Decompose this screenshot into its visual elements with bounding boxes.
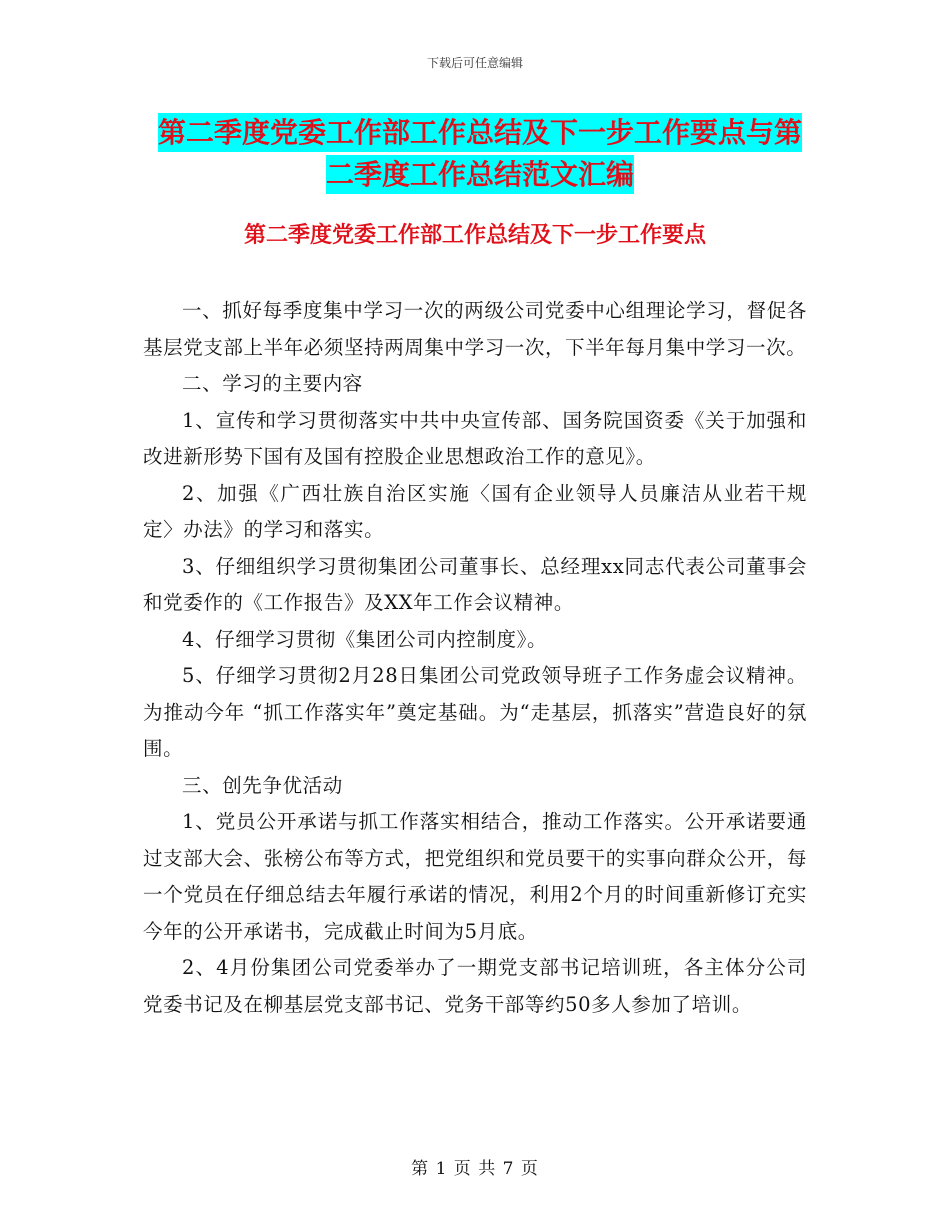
document-title-line-2 bbox=[120, 150, 840, 200]
page-footer-number: 第 1 页 共 7 页 bbox=[411, 1159, 539, 1179]
page-header-note: 下载后可任意编辑 bbox=[426, 56, 523, 70]
title-highlight-2: 二季度工作总结范文汇编 bbox=[326, 155, 634, 194]
paragraph: 4、仔细学习贯彻《集团公司内控制度》。 bbox=[182, 627, 548, 651]
paragraph: 5、仔细学习贯彻2月28日集团公司党政领导班子工作务虚会议精神。为推动今年 “抓工作落实年”奠定基础。为“走基层，抓落实”营造良好的氛围。 bbox=[143, 664, 807, 760]
paragraph: 二、学习的主要内容 bbox=[182, 372, 363, 395]
paragraph: 2、加强《广西壮族自治区实施〈国有企业领导人员廉洁从业若干规定〉办法》的学习和落实。 bbox=[143, 481, 807, 541]
paragraph: 3、仔细组织学习贯彻集团公司董事长、总经理xx同志代表公司董事会和党委作的《工作报告》及XX年工作会议精神。 bbox=[143, 554, 807, 614]
paragraph: 三、创先争优活动 bbox=[182, 773, 343, 797]
document-body bbox=[143, 293, 807, 1023]
paragraph: 2、4月份集团公司党委举办了一期党支部书记培训班，各主体分公司党委书记及在柳基层党支部书记、党务干部等约50多人参加了培训。 bbox=[143, 956, 807, 1016]
paragraph: 1、宣传和学习贯彻落实中共中央宣传部、国务院国资委《关于加强和改进新形势下国有及国有控股企业思想政治工作的意见》。 bbox=[143, 408, 807, 468]
section-title: 第二季度党委工作部工作总结及下一步工作要点 bbox=[243, 223, 706, 248]
title-highlight-1: 第二季度党委工作部工作总结及下一步工作要点与第 bbox=[158, 113, 802, 152]
paragraph: 一、抓好每季度集中学习一次的两级公司党委中心组理论学习，督促各基层党支部上半年必须坚持两周集中学习一次，下半年每月集中学习一次。 bbox=[143, 299, 807, 359]
paragraph: 1、党员公开承诺与抓工作落实相结合，推动工作落实。公开承诺要通过支部大会、张榜公布等方式，把党组织和党员要干的实事向群众公开，每一个党员在仔细总结去年履行承诺的情况，利用2个月的时间重新修订充实今年的公开承诺书，完成截止时间为5月底。 bbox=[143, 810, 807, 943]
